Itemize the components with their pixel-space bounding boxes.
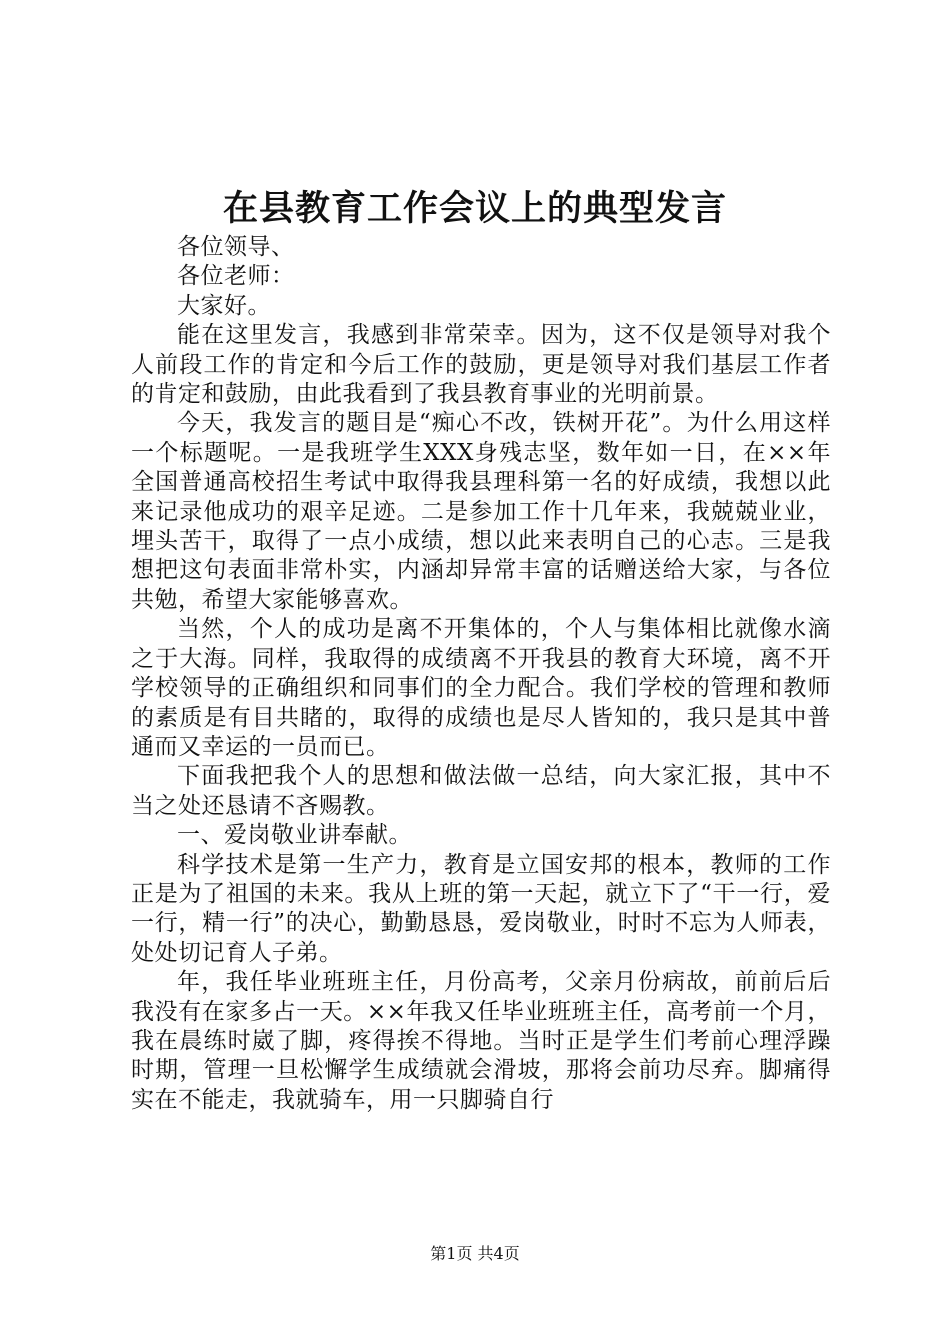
document-body bbox=[131, 233, 831, 1115]
paragraph: 能在这里发言，我感到非常荣幸。因为，这不仅是领导对我个人前段工作的肯定和今后工作的鼓励，更是领导对我们基层工作者的肯定和鼓励，由此我看到了我县教育事业的光明前景。 bbox=[131, 322, 831, 408]
paragraph-greeting-leaders: 各位领导、 bbox=[177, 234, 295, 260]
document-title: 在县教育工作会议上的典型发言 bbox=[222, 188, 727, 229]
page-footer: 第1页 共4页 bbox=[430, 1244, 520, 1263]
paragraph-greeting-all: 大家好。 bbox=[177, 292, 271, 319]
section-heading: 一、爱岗敬业讲奉献。 bbox=[177, 822, 412, 849]
paragraph: 年，我任毕业班班主任，月份高考，父亲月份病故，前前后后我没有在家多占一天。××年我又任毕业班班主任，高考前一个月，我在晨练时崴了脚，疼得挨不得地。当时正是学生们考前心理浮躁时期，管理一旦松懈学生成绩就会滑坡，那将会前功尽弃。脚痛得实在不能走，我就骑车，用一只脚骑自行 bbox=[131, 969, 831, 1113]
paragraph-greeting-teachers: 各位老师： bbox=[177, 263, 295, 290]
paragraph: 下面我把我个人的思想和做法做一总结，向大家汇报，其中不当之处还恳请不吝赐教。 bbox=[131, 763, 831, 819]
paragraph: 当然，个人的成功是离不开集体的，个人与集体相比就像水滴之于大海。同样，我取得的成绩离不开我县的教育大环境，离不开学校领导的正确组织和同事们的全力配合。我们学校的管理和教师的素质是有目共睹的，取得的成绩也是尽人皆知的，我只是其中普通而又幸运的一员而已。 bbox=[131, 616, 831, 760]
paragraph: 科学技术是第一生产力，教育是立国安邦的根本，教师的工作正是为了祖国的未来。我从上班的第一天起，就立下了“干一行，爱一行，精一行”的决心，勤勤恳恳，爱岗敬业，时时不忘为人师表，处处切记育人子弟。 bbox=[131, 851, 831, 966]
paragraph: 今天，我发言的题目是“痴心不改，铁树开花”。为什么用这样一个标题呢。一是我班学生XXX身残志坚，数年如一日，在××年全国普通高校招生考试中取得我县理科第一名的好成绩，我想以此来记录他成功的艰辛足迹。二是参加工作十几年来，我兢兢业业，埋头苦干，取得了一点小成绩，想以此来表明自己的心志。三是我想把这句表面非常朴实，内涵却异常丰富的话赠送给大家，与各位共勉，希望大家能够喜欢。 bbox=[131, 410, 831, 613]
